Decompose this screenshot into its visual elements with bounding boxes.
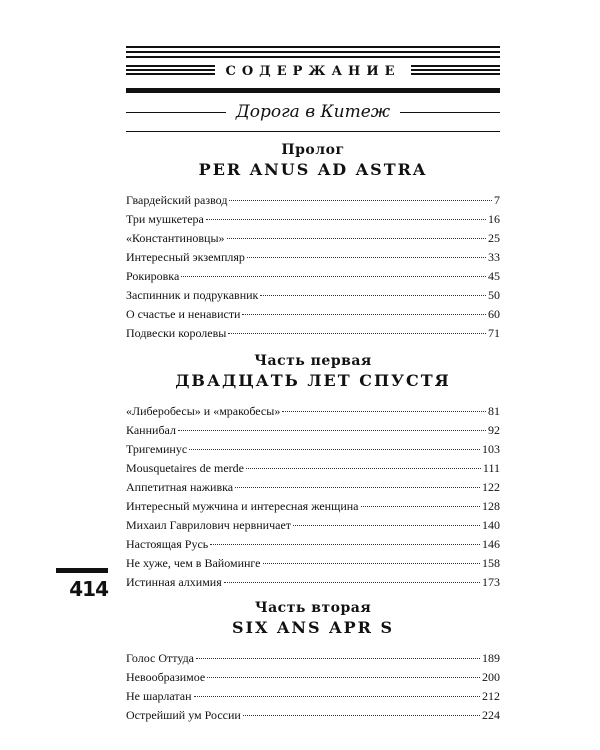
toc-entry (126, 193, 500, 212)
toc-entry-page: 224 (482, 708, 500, 722)
toc-entry-page: 92 (488, 423, 500, 437)
dot-leader (194, 696, 480, 697)
toc-entry-title: Острейший ум России (126, 708, 241, 722)
toc-entry (126, 307, 500, 326)
toc-entry-title: Три мушкетера (126, 212, 204, 226)
toc-entry-title: Каннибал (126, 423, 176, 437)
toc-entry-title: Интересный мужчина и интересная женщина (126, 499, 359, 513)
section-title: ДВАДЦАТЬ ЛЕТ СПУСТЯ (175, 371, 451, 390)
toc-list (126, 193, 500, 345)
toc-section-part-one (126, 353, 500, 594)
toc-entry-title: Не шарлатан (126, 689, 192, 703)
dot-leader (263, 563, 480, 564)
dot-leader (247, 257, 486, 258)
book-title: Дорога в Китеж (235, 102, 391, 122)
toc-entry-page: 25 (488, 231, 500, 245)
toc-entry-title: Mousquetaires de merde (126, 461, 244, 475)
toc-entry (126, 670, 500, 689)
toc-entry-title: Михаил Гаврилович нервничает (126, 518, 292, 532)
dot-leader (227, 238, 486, 239)
toc-entry (126, 689, 500, 708)
toc-entry-page: 60 (488, 307, 500, 321)
contents-heading: СОДЕРЖАНИЕ (225, 63, 401, 79)
toc-entry (126, 537, 500, 556)
toc-entry-page: 189 (482, 651, 500, 665)
toc-entry-page: 140 (482, 518, 500, 532)
toc-entry-page: 45 (488, 269, 500, 283)
toc-entry-page: 122 (482, 480, 500, 494)
toc-entry-page: 173 (482, 575, 500, 589)
dot-leader (293, 525, 480, 526)
toc-entry (126, 231, 500, 250)
toc-entry (126, 423, 500, 442)
dot-leader (228, 333, 486, 334)
toc-entry-page: 103 (482, 442, 500, 456)
toc-entry-title: Рокировка (126, 269, 180, 283)
dot-leader (246, 468, 481, 469)
toc-entry-title: Подвески королевы (126, 326, 227, 340)
section-label: Часть вторая (254, 600, 372, 616)
toc-entry-page: 212 (482, 689, 500, 703)
section-label: Пролог (281, 142, 345, 158)
section-label: Часть первая (254, 353, 372, 369)
toc-entry-title: «Либеробесы» и «мракобесы» (126, 404, 281, 418)
page-header (126, 46, 500, 132)
toc-entry (126, 326, 500, 345)
toc-entry-page: 128 (482, 499, 500, 513)
toc-list (126, 651, 500, 727)
dot-leader (196, 658, 480, 659)
toc-entry (126, 518, 500, 537)
section-title: PER ANUS AD ASTRA (198, 160, 428, 179)
toc-entry-page: 81 (488, 404, 500, 418)
toc-entry-title: Интересный экземпляр (126, 250, 245, 264)
dot-leader (210, 544, 480, 545)
toc-entry-title: Истинная алхимия (126, 575, 222, 589)
dot-leader (260, 295, 486, 296)
toc-entry (126, 575, 500, 594)
toc-entry-page: 7 (494, 193, 500, 207)
page-number-block (56, 568, 108, 601)
dot-leader (229, 200, 492, 201)
toc-entry (126, 250, 500, 269)
toc-entry (126, 480, 500, 499)
dot-leader (361, 506, 481, 507)
dot-leader (243, 715, 480, 716)
toc-entry-page: 16 (488, 212, 500, 226)
header-bottom-rule (126, 131, 500, 132)
toc-entry-page: 158 (482, 556, 500, 570)
toc-entry (126, 288, 500, 307)
dot-leader (235, 487, 480, 488)
toc-entry-title: Не хуже, чем в Вайоминге (126, 556, 261, 570)
toc-entry (126, 442, 500, 461)
toc-entry (126, 499, 500, 518)
toc-entry-page: 200 (482, 670, 500, 684)
toc-entry-page: 33 (488, 250, 500, 264)
toc-entry (126, 556, 500, 575)
toc-entry (126, 461, 500, 480)
toc-entry (126, 651, 500, 670)
toc-entry-title: Невообразимое (126, 670, 206, 684)
toc-entry-page: 111 (482, 461, 500, 475)
toc-entry-title: Тригеминус (126, 442, 188, 456)
toc-entry-title: О счастье и ненависти (126, 307, 241, 321)
toc-entry (126, 404, 500, 423)
dot-leader (178, 430, 486, 431)
header-thick-rule (126, 88, 500, 93)
toc-entry-title: Настоящая Русь (126, 537, 209, 551)
dot-leader (189, 449, 480, 450)
header-top-rules (126, 46, 500, 60)
dot-leader (206, 219, 486, 220)
toc-entry (126, 708, 500, 727)
dot-leader (224, 582, 480, 583)
page-number-bar (56, 568, 108, 573)
toc-entry (126, 269, 500, 288)
toc-entry (126, 212, 500, 231)
toc-entry-page: 146 (482, 537, 500, 551)
page-number: 414 (69, 577, 108, 601)
toc-entry-title: Гвардейский развод (126, 193, 228, 207)
toc-entry-page: 71 (488, 326, 500, 340)
book-title-row (126, 97, 500, 127)
dot-leader (181, 276, 486, 277)
dot-leader (282, 411, 486, 412)
toc-entry-title: Голос Оттуда (126, 651, 195, 665)
toc-entry-title: Аппетитная наживка (126, 480, 234, 494)
toc-section-part-two (126, 600, 500, 727)
header-title-row (126, 60, 500, 82)
toc-list (126, 404, 500, 594)
toc-entry-title: Заспинник и подрукавник (126, 288, 259, 302)
toc-section-prologue (126, 142, 500, 345)
dot-leader (242, 314, 486, 315)
toc-entry-page: 50 (488, 288, 500, 302)
section-title: SIX ANS APR S (231, 618, 395, 637)
dot-leader (207, 677, 480, 678)
toc-entry-title: «Константиновцы» (126, 231, 225, 245)
